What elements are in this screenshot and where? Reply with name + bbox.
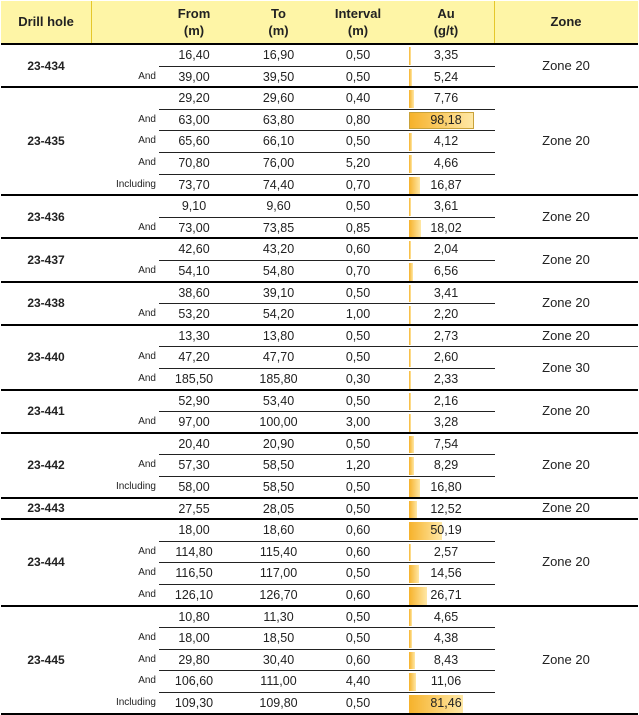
interval-value: 0,50	[345, 566, 371, 581]
to-value: 20,90	[262, 436, 295, 451]
zone-label: Zone 20	[542, 500, 590, 516]
drill-hole-id: 23-434	[27, 58, 65, 73]
from-value: 54,10	[178, 264, 210, 278]
au-value: 4,38	[433, 631, 459, 646]
to-value: 39,50	[262, 69, 295, 84]
interval-value: 4,40	[345, 674, 371, 689]
row-qualifier: Including	[115, 481, 156, 492]
drill-hole-id: 23-443	[27, 501, 65, 516]
drill-results-table	[1, 1, 638, 713]
row-qualifier: And	[138, 135, 156, 147]
drill-hole-id: 23-441	[27, 404, 65, 419]
au-value: 11,06	[430, 674, 462, 689]
interval-value: 0,50	[345, 134, 371, 149]
au-value: 12,52	[430, 501, 462, 516]
zone-label: Zone 20	[542, 651, 590, 667]
row-qualifier: And	[138, 675, 156, 687]
row-qualifier: And	[138, 567, 156, 579]
header-to	[241, 5, 316, 39]
row-qualifier: Including	[115, 697, 156, 708]
to-value: 54,20	[262, 307, 295, 322]
to-value: 11,30	[263, 609, 294, 624]
interval-value: 0,50	[345, 285, 371, 300]
interval-value: 0,50	[345, 501, 371, 516]
to-value: 74,40	[262, 177, 295, 192]
au-value: 8,43	[433, 652, 459, 667]
interval-value: 0,50	[345, 436, 371, 451]
interval-value: 0,50	[345, 696, 371, 710]
to-value: 53,40	[262, 393, 295, 408]
interval-value: 3,00	[345, 415, 371, 430]
from-value: 70,80	[178, 156, 210, 170]
interval-value: 0,50	[345, 631, 371, 646]
row-qualifier: And	[138, 70, 156, 82]
interval-value: 0,60	[345, 242, 371, 257]
interval-value: 5,20	[345, 156, 371, 170]
from-value: 109,30	[174, 696, 214, 710]
to-value: 47,70	[262, 350, 295, 365]
zone-label: Zone 20	[542, 554, 590, 570]
to-value: 109,80	[259, 696, 298, 710]
from-value: 9,10	[181, 199, 207, 214]
zone-label: Zone 20	[542, 457, 590, 473]
from-value: 114,80	[175, 544, 213, 559]
au-value: 16,80	[430, 480, 462, 494]
au-value: 6,56	[433, 264, 459, 278]
table-header	[1, 1, 638, 45]
interval-value: 0,50	[345, 350, 371, 365]
to-value: 117,00	[259, 566, 298, 581]
from-value: 10,80	[178, 609, 210, 624]
from-value: 52,90	[178, 393, 210, 408]
au-value: 26,71	[430, 588, 462, 602]
au-value: 14,56	[430, 566, 462, 581]
to-value: 66,10	[262, 134, 295, 149]
table-row	[1, 434, 638, 456]
to-value: 185,80	[259, 372, 298, 386]
row-qualifier: And	[138, 653, 156, 665]
au-value: 18,02	[430, 220, 462, 235]
row-qualifier: And	[138, 459, 156, 471]
to-value: 126,70	[259, 588, 298, 602]
from-value: 116,50	[175, 566, 213, 581]
from-value: 27,55	[178, 501, 210, 516]
interval-value: 0,50	[345, 328, 371, 343]
from-value: 106,60	[174, 674, 214, 689]
au-value: 4,12	[433, 134, 459, 149]
header-zone: Zone	[550, 14, 582, 29]
au-value: 81,46	[430, 696, 462, 710]
from-value: 20,40	[178, 436, 210, 451]
row-qualifier: And	[138, 351, 156, 363]
interval-value: 0,60	[345, 588, 371, 602]
zone-label: Zone 20	[542, 327, 590, 343]
to-value: 29,60	[262, 91, 295, 106]
header-au-label: Au	[437, 6, 455, 21]
to-value: 115,40	[259, 544, 298, 559]
zone-label: Zone 30	[542, 360, 590, 375]
interval-value: 0,60	[345, 652, 371, 667]
drill-hole-id: 23-442	[27, 458, 65, 473]
interval-value: 0,80	[345, 112, 371, 127]
to-value: 39,10	[262, 285, 295, 300]
row-qualifier: Including	[115, 178, 156, 190]
from-value: 39,00	[178, 69, 210, 84]
header-divider	[91, 1, 92, 43]
au-value: 3,35	[433, 48, 459, 62]
interval-value: 0,60	[345, 544, 371, 559]
au-value: 8,29	[433, 458, 459, 473]
header-interval-label: Interval	[334, 6, 382, 21]
drill-hole-id: 23-444	[27, 555, 65, 570]
au-value: 2,33	[433, 372, 459, 386]
drill-hole-id: 23-437	[27, 253, 65, 267]
au-value: 2,20	[433, 307, 459, 322]
au-value: 7,54	[433, 436, 459, 451]
from-value: 29,80	[178, 652, 210, 667]
from-value: 73,00	[178, 220, 210, 235]
row-qualifier: And	[138, 416, 156, 428]
header-au-unit: (g/t)	[433, 23, 459, 38]
row-qualifier: And	[138, 221, 156, 233]
header-interval-unit: (m)	[347, 23, 369, 38]
to-value: 18,60	[262, 523, 295, 538]
from-value: 18,00	[178, 631, 210, 646]
row-qualifier: And	[138, 373, 156, 384]
table-row	[1, 520, 638, 542]
to-value: 9,60	[266, 199, 291, 214]
from-value: 126,10	[174, 588, 214, 602]
zone-label: Zone 20	[542, 208, 590, 224]
zone-label: Zone 20	[542, 295, 590, 311]
drill-hole-id: 23-435	[27, 134, 65, 149]
zone-label: Zone 20	[542, 133, 590, 149]
au-value: 2,60	[433, 350, 459, 365]
interval-value: 0,30	[345, 372, 371, 386]
interval-value: 0,50	[345, 48, 371, 62]
to-value: 58,50	[262, 458, 295, 473]
au-value: 2,16	[433, 393, 459, 408]
au-value: 3,28	[433, 415, 459, 430]
to-value: 73,85	[262, 220, 295, 235]
to-value: 18,50	[262, 631, 295, 646]
to-value: 76,00	[262, 156, 295, 170]
to-value: 28,05	[262, 501, 295, 516]
to-value: 58,50	[262, 480, 295, 494]
au-value: 98,18	[430, 112, 462, 127]
drill-hole-id: 23-440	[27, 350, 65, 365]
row-qualifier: And	[138, 632, 156, 644]
au-value: 2,57	[433, 544, 459, 559]
header-drill-hole: Drill hole	[18, 14, 74, 29]
from-value: 58,00	[178, 480, 210, 494]
interval-value: 0,50	[345, 609, 371, 624]
row-qualifier: And	[138, 157, 156, 168]
row-qualifier: And	[138, 265, 156, 276]
au-value: 5,24	[433, 69, 459, 84]
from-value: 57,30	[178, 458, 210, 473]
interval-value: 1,00	[345, 307, 371, 322]
to-value: 63,80	[262, 112, 295, 127]
drill-hole-id: 23-436	[27, 209, 65, 224]
from-value: 18,00	[178, 523, 210, 538]
au-value: 4,66	[433, 156, 459, 170]
from-value: 73,70	[178, 177, 210, 192]
au-value: 2,73	[433, 328, 459, 343]
header-from-label: From	[177, 6, 211, 21]
zone-label: Zone 20	[542, 403, 590, 419]
to-value: 30,40	[262, 652, 295, 667]
au-value: 7,76	[433, 91, 459, 106]
drill-hole-id: 23-445	[27, 652, 65, 667]
au-value: 3,41	[433, 285, 459, 300]
row-qualifier: And	[138, 589, 156, 600]
au-value: 4,65	[433, 609, 459, 624]
interval-value: 0,50	[345, 199, 371, 214]
from-value: 13,30	[178, 328, 210, 343]
au-value: 3,61	[433, 199, 459, 214]
from-value: 38,60	[178, 285, 210, 300]
interval-value: 0,50	[345, 69, 371, 84]
table-row	[1, 88, 638, 110]
interval-value: 0,70	[345, 177, 371, 192]
from-value: 16,40	[178, 48, 210, 62]
drill-hole-id: 23-438	[27, 296, 65, 311]
from-value: 47,20	[178, 350, 210, 365]
from-value: 53,20	[178, 307, 210, 322]
au-value: 2,04	[433, 242, 459, 257]
to-value: 111,00	[260, 674, 297, 689]
au-value: 16,87	[430, 177, 462, 192]
to-value: 54,80	[262, 264, 295, 278]
interval-value: 0,60	[345, 523, 371, 538]
to-value: 100,00	[259, 415, 298, 430]
au-value: 50,19	[430, 523, 462, 538]
to-value: 43,20	[262, 242, 295, 257]
header-from	[159, 5, 229, 39]
table-row	[1, 607, 638, 629]
to-value: 13,80	[262, 328, 295, 343]
interval-value: 0,50	[345, 393, 371, 408]
header-au	[406, 5, 486, 39]
from-value: 185,50	[174, 372, 214, 386]
interval-value: 0,40	[345, 91, 371, 106]
row-qualifier: And	[138, 113, 156, 125]
interval-value: 0,85	[345, 220, 371, 235]
from-value: 29,20	[178, 91, 210, 106]
from-value: 42,60	[178, 242, 210, 257]
row-qualifier: And	[138, 308, 156, 320]
zone-divider	[494, 346, 638, 347]
header-to-unit: (m)	[268, 23, 289, 38]
zone-label: Zone 20	[542, 57, 590, 73]
header-interval	[323, 5, 393, 39]
interval-value: 1,20	[345, 458, 371, 473]
interval-value: 0,50	[345, 480, 371, 494]
interval-value: 0,70	[345, 264, 371, 278]
from-value: 97,00	[178, 415, 210, 430]
to-value: 16,90	[262, 48, 295, 62]
header-to-label: To	[271, 6, 286, 21]
from-value: 65,60	[178, 134, 210, 149]
row-qualifier: And	[138, 545, 156, 557]
zone-label: Zone 20	[542, 252, 590, 267]
header-from-unit: (m)	[183, 23, 205, 38]
from-value: 63,00	[178, 112, 210, 127]
